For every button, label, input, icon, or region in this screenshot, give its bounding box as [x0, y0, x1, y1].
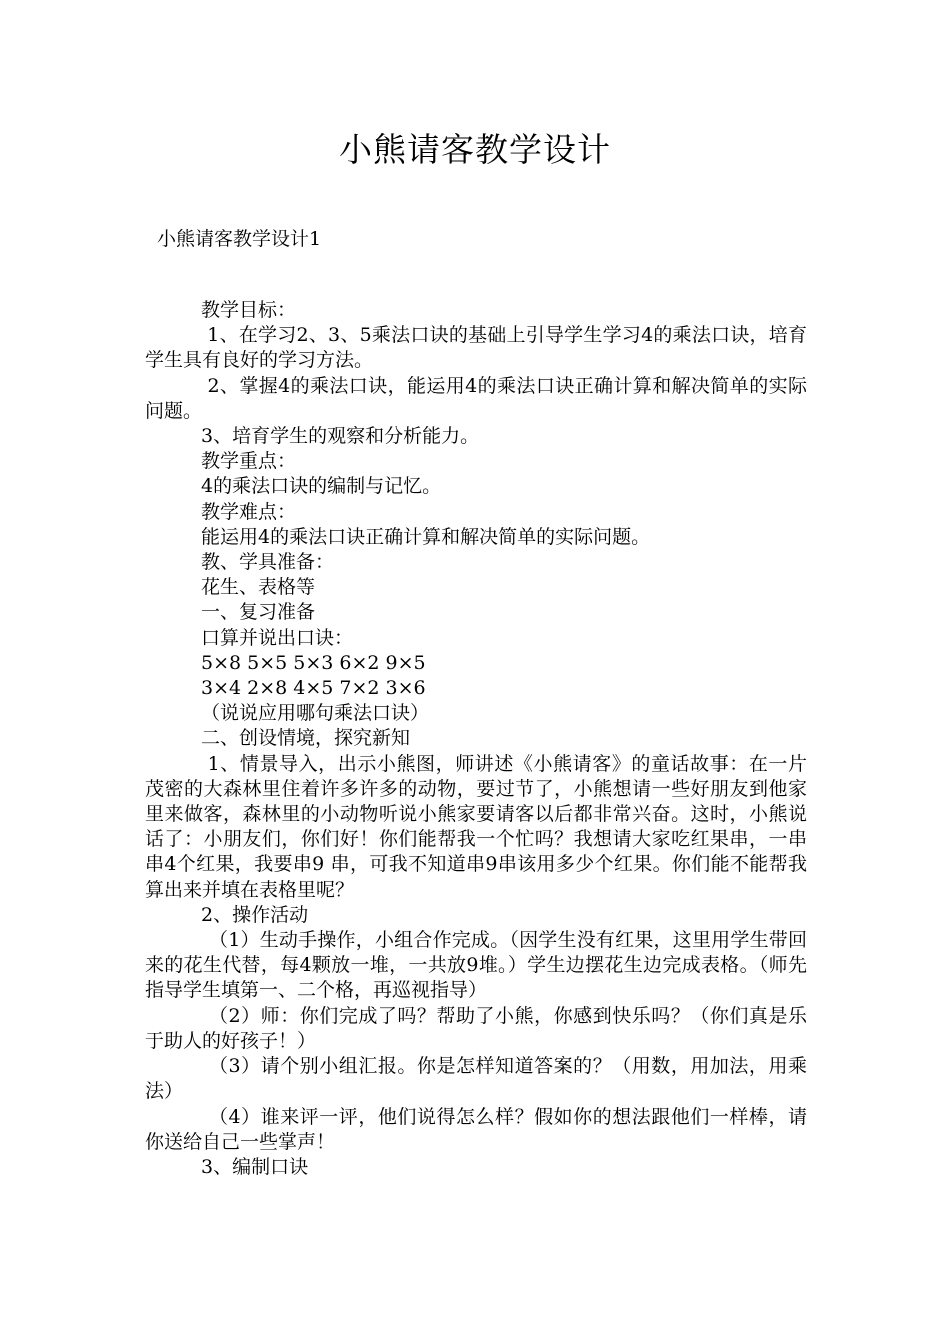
body-paragraph: 花生、表格等 — [201, 576, 316, 599]
body-paragraph: 一、复习准备 — [201, 601, 316, 624]
body-paragraph: 3、编制口诀 — [201, 1155, 309, 1178]
document-body — [145, 298, 807, 1180]
body-paragraph: 教、学具准备： — [201, 551, 335, 574]
body-paragraph: （说说应用哪句乘法口诀） — [201, 702, 430, 725]
body-paragraph: （4）谁来评一评，他们说得怎么样？假如你的想法跟他们一样棒，请你送给自己一些掌声！ — [145, 1105, 807, 1153]
body-paragraph: 教学难点： — [201, 500, 297, 523]
body-paragraph: 2、掌握4的乘法口诀，能运用4的乘法口诀正确计算和解决简单的实际问题。 — [145, 374, 807, 422]
body-paragraph: 4的乘法口诀的编制与记忆。 — [201, 475, 442, 498]
body-paragraph: 2、操作活动 — [201, 903, 309, 926]
body-paragraph: 二、创设情境，探究新知 — [201, 727, 411, 750]
body-paragraph: 5×8 5×5 5×3 6×2 9×5 — [201, 651, 426, 674]
document-subtitle: 小熊请客教学设计1 — [157, 228, 322, 250]
body-paragraph: （1）生动手操作，小组合作完成。（因学生没有红果，这里用学生带回来的花生代替，每4颗放一堆，一共放9堆。）学生边摆花生边完成表格。（师先指导学生填第一、二个格，再巡视指导） — [145, 929, 807, 1002]
body-paragraph: （2）师：你们完成了吗？帮助了小熊，你感到快乐吗？（你们真是乐于助人的好孩子！） — [145, 1004, 807, 1052]
body-paragraph: 1、情景导入，出示小熊图，师讲述《小熊请客》的童话故事：在一片茂密的大森林里住着许多许多的动物，要过节了，小熊想请一些好朋友到他家里来做客，森林里的小动物听说小熊家要请客以后都非常兴奋。这时，小熊说话了：小朋友们，你们好！你们能帮我一个忙吗？我想请大家吃红果串，一串串4个红果，我要串9 串，可我不知道串9串该用多少个红果。你们能不能帮我算出来并填在表格里呢？ — [145, 752, 807, 901]
body-paragraph: 1、在学习2、3、5乘法口诀的基础上引导学生学习4的乘法口诀，培育学生具有良好的学习方法。 — [145, 324, 807, 372]
document-title: 小熊请客教学设计 — [339, 130, 611, 169]
body-paragraph: 教学目标： — [201, 299, 297, 321]
body-paragraph: 口算并说出口诀： — [201, 626, 354, 649]
body-paragraph: （3）请个别小组汇报。你是怎样知道答案的？（用数，用加法，用乘法） — [145, 1055, 807, 1103]
body-paragraph: 3、培育学生的观察和分析能力。 — [201, 425, 480, 448]
body-paragraph: 教学重点： — [201, 450, 297, 473]
body-paragraph: 能运用4的乘法口诀正确计算和解决简单的实际问题。 — [201, 525, 651, 548]
body-paragraph: 3×4 2×8 4×5 7×2 3×6 — [201, 677, 426, 700]
